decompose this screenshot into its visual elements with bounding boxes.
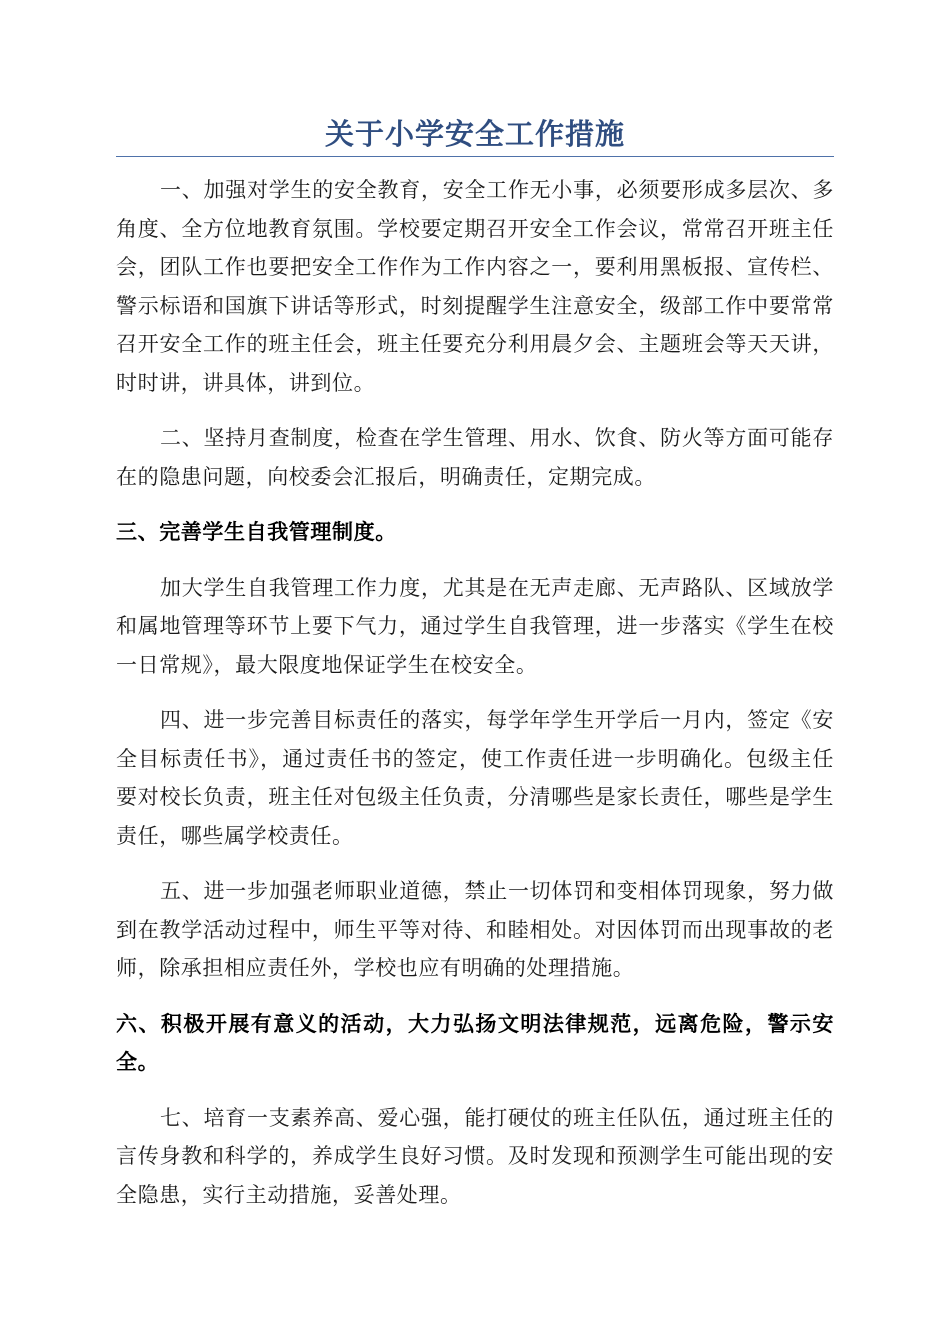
- paragraph-2: 二、坚持月查制度，检查在学生管理、用水、饮食、防火等方面可能存在的隐患问题，向校委会汇报后，明确责任，定期完成。: [116, 426, 834, 489]
- paragraph-1: 一、加强对学生的安全教育，安全工作无小事，必须要形成多层次、多角度、全方位地教育氛围。学校要定期召开安全工作会议，常常召开班主任会，团队工作也要把安全工作作为工作内容之一，要利用黑板报、宣传栏、警示标语和国旗下讲话等形式，时刻提醒学生注意安全，级部工作中要常常召开安全工作的班主任会，班主任要充分利用晨夕会、主题班会等天天讲，时时讲，讲具体，讲到位。: [116, 178, 834, 395]
- title-underline: [116, 156, 834, 157]
- heading-6: 六、积极开展有意义的活动，大力弘扬文明法律规范，远离危险，警示安全。: [116, 1011, 834, 1074]
- paragraph-5: 五、进一步加强老师职业道德，禁止一切体罚和变相体罚现象，努力做到在教学活动过程中，师生平等对待、和睦相处。对因体罚而出现事故的老师，除承担相应责任外，学校也应有明确的处理措施。: [116, 879, 834, 980]
- paragraph-3-body: 加大学生自我管理工作力度，尤其是在无声走廊、无声路队、区域放学和属地管理等环节上要下气力，通过学生自我管理，进一步落实《学生在校一日常规》，最大限度地保证学生在校安全。: [116, 575, 834, 677]
- document-title: 关于小学安全工作措施: [324, 117, 625, 151]
- document-page: [116, 112, 834, 1231]
- paragraph-7: 七、培育一支素养高、爱心强，能打硬仗的班主任队伍，通过班主任的言传身教和科学的，养成学生良好习惯。及时发现和预测学生可能出现的安全隐患，实行主动措施，妥善处理。: [116, 1105, 834, 1207]
- paragraph-4: 四、进一步完善目标责任的落实，每学年学生开学后一月内，签定《安全目标责任书》，通过责任书的签定，使工作责任进一步明确化。包级主任要对校长负责，班主任对包级主任负责，分清哪些是家长责任，哪些是学生责任，哪些属学校责任。: [116, 708, 834, 848]
- heading-3: 三、完善学生自我管理制度。: [116, 520, 397, 544]
